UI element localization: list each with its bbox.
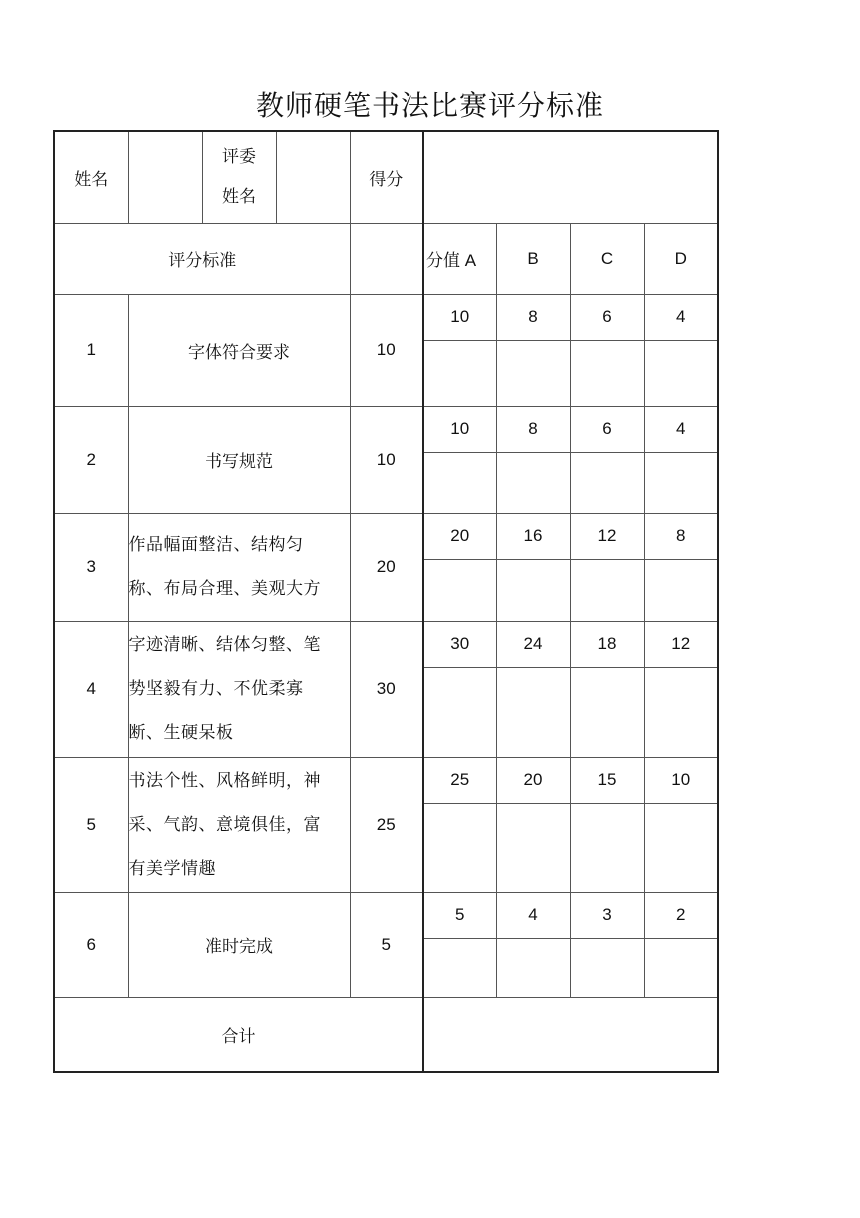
criteria-description-line: 书法个性、风格鲜明，神 [128,770,321,791]
grade-entry-cell-a[interactable] [423,452,496,513]
grade-value-c: 18 [570,621,644,667]
grade-entry-cell-b[interactable] [496,803,570,892]
grade-value-d: 2 [644,892,718,938]
grade-header-b: B [496,223,570,294]
grade-value-d: 8 [644,513,718,559]
grade-entry-cell-a[interactable] [423,803,496,892]
criteria-description [128,406,350,513]
grade-entry-cell-a[interactable] [423,559,496,621]
grade-value-b: 8 [496,294,570,340]
criteria-description-line: 势坚毅有力、不优柔寡 [128,679,304,699]
grade-entry-cell-c[interactable] [570,340,644,406]
criteria-description-line: 作品幅面整洁、结构匀 [128,535,304,555]
grade-value-c: 15 [570,757,644,803]
criteria-row [54,513,718,559]
grade-header-d: D [644,223,718,294]
criteria-max-score: 20 [350,513,423,621]
grade-value-d: 12 [644,621,718,667]
grade-value-c: 6 [570,406,644,452]
criteria-row [54,294,718,340]
grade-entry-cell-b[interactable] [496,340,570,406]
total-value-field[interactable] [423,997,718,1072]
criteria-number: 1 [54,294,128,406]
score-label: 得分 [350,131,423,223]
grade-value-a: 25 [423,757,496,803]
criteria-description-line: 断、生硬呆板 [128,723,234,743]
criteria-description-line: 采、气韵、意境俱佳，富 [128,814,321,835]
criteria-max-score: 10 [350,406,423,513]
criteria-row [54,892,718,938]
grade-entry-cell-a[interactable] [423,340,496,406]
grade-value-b: 24 [496,621,570,667]
criteria-label: 评分标准 [54,223,350,294]
criteria-max-score: 25 [350,757,423,892]
criteria-description [128,757,350,892]
criteria-number: 5 [54,757,128,892]
criteria-description-line: 书写规范 [205,452,273,472]
scoring-table [53,130,719,1073]
grade-entry-cell-b[interactable] [496,667,570,757]
grade-value-c: 12 [570,513,644,559]
grade-value-a: 10 [423,294,496,340]
grade-entry-cell-b[interactable] [496,452,570,513]
criteria-description [128,621,350,757]
criteria-row [54,406,718,452]
grade-entry-cell-d[interactable] [644,559,718,621]
criteria-number: 6 [54,892,128,997]
judge-label-line1: 评委 [222,147,256,168]
criteria-number: 4 [54,621,128,757]
grade-entry-cell-b[interactable] [496,938,570,997]
grade-entry-cell-c[interactable] [570,938,644,997]
criteria-description-line: 字体符合要求 [188,342,290,363]
grade-value-b: 8 [496,406,570,452]
criteria-description-line: 字迹清晰、结体匀整、笔 [128,635,321,655]
grade-value-d: 10 [644,757,718,803]
grade-entry-cell-d[interactable] [644,938,718,997]
grade-entry-cell-c[interactable] [570,667,644,757]
grade-entry-cell-c[interactable] [570,803,644,892]
judge-label [202,131,276,223]
grade-value-b: 16 [496,513,570,559]
total-label: 合计 [54,997,423,1072]
grade-entry-cell-c[interactable] [570,559,644,621]
grade-entry-cell-c[interactable] [570,452,644,513]
criteria-description [128,294,350,406]
judge-name-field[interactable] [276,131,350,223]
grade-value-a: 20 [423,513,496,559]
grade-value-b: 20 [496,757,570,803]
criteria-row [54,621,718,667]
criteria-number: 3 [54,513,128,621]
criteria-description-line: 称、布局合理、美观大方 [128,579,321,599]
grade-header-c: C [570,223,644,294]
criteria-description [128,513,350,621]
grade-entry-cell-a[interactable] [423,938,496,997]
grade-header-a: 分值 A [423,223,496,294]
grade-value-a: 5 [423,892,496,938]
grade-value-b: 4 [496,892,570,938]
criteria-description [128,892,350,997]
grade-entry-cell-d[interactable] [644,340,718,406]
total-row [54,997,718,1072]
grade-entry-cell-d[interactable] [644,803,718,892]
name-field[interactable] [128,131,202,223]
criteria-row [54,757,718,803]
grade-entry-cell-d[interactable] [644,667,718,757]
criteria-description-line: 准时完成 [205,937,273,957]
criteria-max-score: 5 [350,892,423,997]
grade-value-d: 4 [644,406,718,452]
criteria-max-score: 10 [350,294,423,406]
judge-label-line2: 姓名 [222,187,256,208]
grade-entry-cell-a[interactable] [423,667,496,757]
grade-entry-cell-b[interactable] [496,559,570,621]
grade-value-d: 4 [644,294,718,340]
grade-value-c: 6 [570,294,644,340]
grade-value-c: 3 [570,892,644,938]
criteria-description-line: 有美学情趣 [128,858,216,879]
grade-value-a: 30 [423,621,496,667]
page-title: 教师硬笔书法比赛评分标准 [255,89,604,122]
criteria-number: 2 [54,406,128,513]
grade-value-a: 10 [423,406,496,452]
score-field[interactable] [423,131,718,223]
max-score-header [350,223,423,294]
name-label: 姓名 [54,131,128,223]
criteria-max-score: 30 [350,621,423,757]
grade-entry-cell-d[interactable] [644,452,718,513]
